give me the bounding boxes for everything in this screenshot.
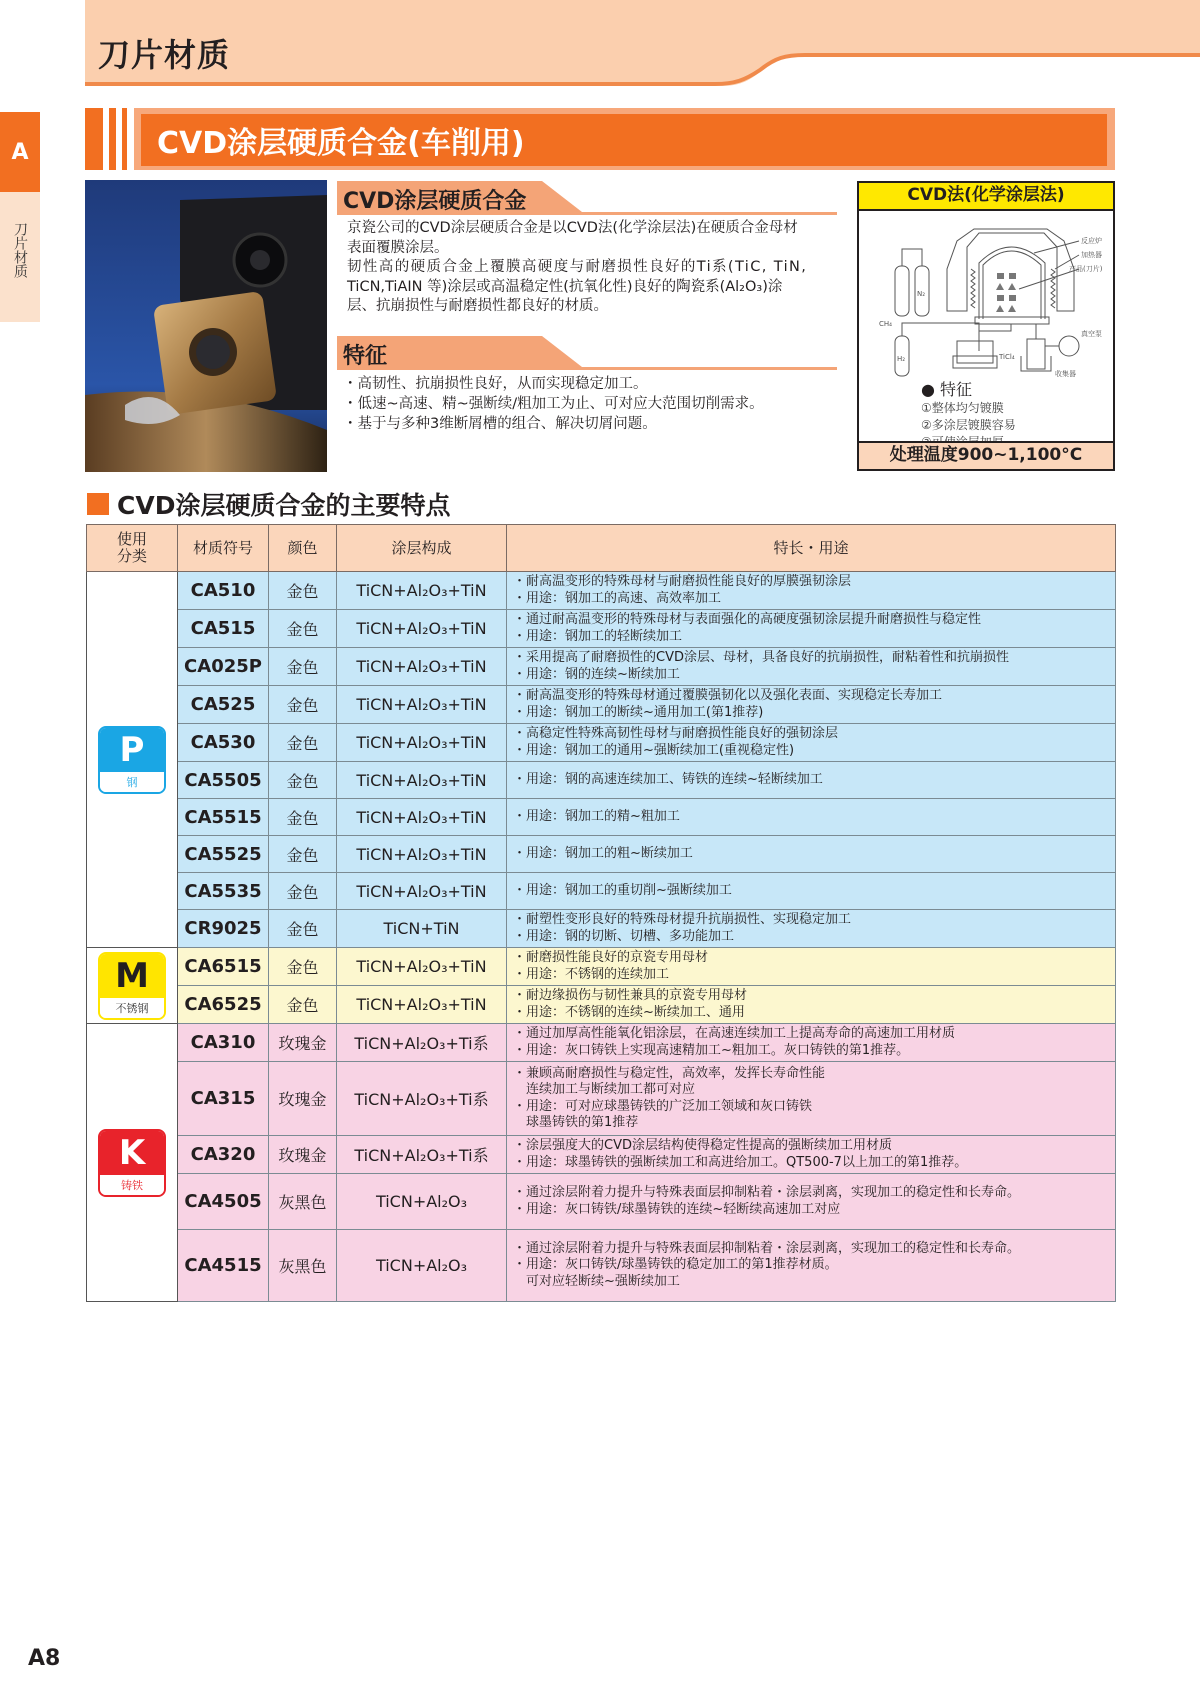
group-cell: [87, 1024, 178, 1302]
coating-structure-text: TiCN+Al₂O₃+TiN: [356, 844, 487, 864]
grade-code: CA320: [178, 1136, 269, 1174]
usage-line: ・耐边缘损伤与韧性兼具的京瓷专用母材: [513, 988, 748, 1003]
header-usage: 特长・用途: [507, 525, 1116, 572]
intro-line: 京瓷公司的CVD涂层硬质合金是以CVD法(化学涂层法)在硬质合金母材: [347, 220, 798, 236]
coating-structure: [337, 1024, 507, 1062]
table-row: [87, 1174, 1116, 1230]
coating-color: 金色: [269, 873, 337, 910]
main-heading: [87, 486, 450, 522]
coating-structure: [337, 610, 507, 648]
usage-cell: [507, 910, 1116, 948]
coating-structure: [337, 873, 507, 910]
usage-line: ・用途：钢加工的断续~通用加工(第1推荐): [513, 704, 764, 720]
coating-structure: [337, 762, 507, 799]
usage-line: ・用途：钢加工的高速、高效率加工: [513, 590, 722, 606]
coating-structure: [337, 724, 507, 762]
usage-line: ・用途：钢加工的精~粗加工: [513, 808, 680, 824]
header-band: [85, 0, 1200, 86]
intro-line: 韧性高的硬质合金上覆膜高硬度与耐磨损性良好的Ti系(TiC, TiN,: [347, 259, 808, 275]
header-code: 材质符号: [178, 525, 269, 572]
usage-cell: [507, 1062, 1116, 1136]
coating-structure-text: TiCN+Al₂O₃+TiN: [356, 807, 487, 827]
usage-cell: [507, 873, 1116, 910]
table-row: [87, 799, 1116, 836]
table-row: [87, 610, 1116, 648]
coating-structure: [337, 1136, 507, 1174]
coating-color: 金色: [269, 948, 337, 986]
label-ch4: CH₄: [879, 320, 892, 328]
label-reactor: 反应炉: [1081, 237, 1102, 245]
coating-color: 金色: [269, 572, 337, 610]
cvd-box-title: CVD法(化学涂层法): [859, 183, 1113, 211]
usage-line: ・通过耐高温变形的特殊母材与表面强化的高硬度强韧涂层提升耐磨损性与稳定性: [513, 612, 982, 627]
usage-line: ・耐高温变形的特殊母材与耐磨损性能良好的厚膜强韧涂层: [513, 574, 852, 589]
subhead-tab-shape: [337, 336, 837, 370]
iso-group-label: 钢: [100, 772, 164, 792]
usage-cell: [507, 648, 1116, 686]
usage-line: ・耐塑性变形良好的特殊母材提升抗崩损性、实现稳定加工: [513, 912, 852, 927]
coating-structure-text: TiCN+Al₂O₃+TiN: [356, 581, 487, 600]
cvd-features: [859, 377, 1113, 451]
side-tab-label: 刀片材质: [12, 222, 28, 278]
coating-structure: [337, 1230, 507, 1302]
coating-color: 金色: [269, 648, 337, 686]
grade-code: CA530: [178, 724, 269, 762]
coating-color: 玫瑰金: [269, 1136, 337, 1174]
intro-line: 层、抗崩损性与耐磨损性都良好的材质。: [347, 298, 608, 314]
coating-color: 玫瑰金: [269, 1024, 337, 1062]
coating-structure: [337, 1174, 507, 1230]
cvd-method-box: [857, 181, 1115, 471]
coating-color: 灰黑色: [269, 1174, 337, 1230]
processing-temperature: 处理温度900~1,100°C: [859, 441, 1113, 469]
intro-line: TiCN,TiAIN 等)涂层或高温稳定性(抗氧化性)良好的陶瓷系(Al₂O₃)涂: [347, 278, 783, 295]
page-number: A8: [28, 1646, 61, 1671]
coating-structure-text: TiCN+Al₂O₃+TiN: [356, 881, 487, 901]
grade-table: [86, 524, 1116, 1302]
coating-structure-text: TiCN+Al₂O₃+TiN: [356, 995, 487, 1014]
usage-cell: [507, 572, 1116, 610]
coating-color: 金色: [269, 610, 337, 648]
coating-color: 金色: [269, 799, 337, 836]
header-coating: 涂层构成: [337, 525, 507, 572]
grade-code: CA310: [178, 1024, 269, 1062]
usage-cell: [507, 836, 1116, 873]
table-row: [87, 572, 1116, 610]
usage-line: ・用途：钢加工的重切削~强断续加工: [513, 882, 732, 898]
coating-color: 玫瑰金: [269, 1062, 337, 1136]
coating-color: 灰黑色: [269, 1230, 337, 1302]
usage-cell: [507, 948, 1116, 986]
coating-structure-text: TiCN+Al₂O₃+Ti系: [354, 1146, 489, 1165]
usage-line: ・用途：不锈钢的连续加工: [513, 966, 670, 982]
table-row: [87, 948, 1116, 986]
usage-line: ・涂层强度大的CVD涂层结构使得稳定性提高的强断续加工用材质: [513, 1138, 892, 1153]
group-cell: [87, 572, 178, 948]
usage-line: ・用途：灰口铸铁/球墨铸铁的稳定加工的第1推荐材质。: [513, 1257, 838, 1273]
side-tab-letter[interactable]: A: [0, 112, 40, 192]
usage-cell: [507, 762, 1116, 799]
usage-cell: [507, 610, 1116, 648]
usage-line: ・用途：灰口铸铁上实现高速精加工~粗加工。灰口铸铁的第1推荐。: [513, 1042, 910, 1058]
table-row: [87, 1230, 1116, 1302]
iso-group-letter: P: [100, 728, 164, 772]
coating-structure: [337, 1062, 507, 1136]
grade-code: CR9025: [178, 910, 269, 948]
cvd-apparatus-diagram: [859, 211, 1113, 381]
coating-structure: [337, 986, 507, 1024]
coating-structure-text: TiCN+Al₂O₃+TiN: [356, 733, 487, 752]
usage-cell: [507, 1174, 1116, 1230]
grade-code: CA025P: [178, 648, 269, 686]
coating-color: 金色: [269, 762, 337, 799]
usage-line: ・通过涂层附着力提升与特殊表面层抑制粘着・涂层剥离，实现加工的稳定性和长寿命。: [513, 1185, 1021, 1200]
coating-structure-text: TiCN+Al₂O₃+TiN: [356, 657, 487, 676]
coating-structure: [337, 799, 507, 836]
table-row: [87, 910, 1116, 948]
usage-line: ・用途：钢的连续~断续加工: [513, 666, 680, 682]
usage-line: ・用途：钢加工的粗~断续加工: [513, 845, 693, 861]
grade-code: CA315: [178, 1062, 269, 1136]
iso-group-label: 不锈钢: [100, 998, 164, 1018]
grade-code: CA515: [178, 610, 269, 648]
usage-line: ・用途：球墨铸铁的强断续加工和高进给加工。QT500-7以上加工的第1推荐。: [513, 1154, 968, 1170]
header-group: 使用 分类: [87, 525, 178, 572]
features-heading: 特征: [343, 344, 388, 369]
cvd-feature-item: ②多涂层镀膜容易: [921, 418, 1016, 432]
grade-code: CA4505: [178, 1174, 269, 1230]
grade-code: CA5515: [178, 799, 269, 836]
intro-paragraph: [337, 215, 837, 317]
usage-line: ・耐高温变形的特殊母材通过覆膜强韧化以及强化表面、实现稳定长寿加工: [513, 688, 943, 703]
intro-section: [337, 181, 837, 317]
grade-code: CA5505: [178, 762, 269, 799]
table-row: [87, 1024, 1116, 1062]
usage-line: ・高稳定性特殊高韧性母材与耐磨损性能良好的强韧涂层: [513, 726, 839, 741]
cvd-feature-item: ①整体均匀镀膜: [921, 401, 1004, 415]
features-section: [337, 336, 837, 434]
coating-structure-text: TiCN+Al₂O₃+TiN: [356, 770, 487, 790]
usage-line: ・用途：钢加工的轻断续加工: [513, 628, 683, 644]
coating-structure: [337, 648, 507, 686]
table-row: [87, 762, 1116, 799]
table-row: [87, 1062, 1116, 1136]
grade-code: CA510: [178, 572, 269, 610]
usage-line: ・通过涂层附着力提升与特殊表面层抑制粘着・涂层剥离，实现加工的稳定性和长寿命。: [513, 1240, 1021, 1256]
iso-group-badge: [98, 952, 166, 1020]
cvd-features-title: ● 特征: [921, 380, 973, 399]
label-h2: H₂: [897, 355, 906, 363]
coating-structure-text: TiCN+Al₂O₃+Ti系: [354, 1090, 489, 1109]
group-cell: [87, 948, 178, 1024]
usage-line: ・耐磨损性能良好的京瓷专用母材: [513, 950, 709, 965]
usage-line: ・用途：钢的高速连续加工、铸铁的连续~轻断续加工: [513, 771, 823, 787]
label-product: 产品(刀片): [1069, 265, 1103, 273]
coating-structure: [337, 836, 507, 873]
page-title: 刀片材质: [98, 36, 231, 74]
usage-line: ・用途：灰口铸铁/球墨铸铁的连续~轻断续高速加工对应: [513, 1201, 841, 1217]
table-header-row: [87, 525, 1116, 572]
usage-line: ・用途：不锈钢的连续~断续加工、通用: [513, 1004, 745, 1020]
coated-insert-photo: [85, 180, 327, 472]
table-row: [87, 686, 1116, 724]
intro-line: 表面覆膜涂层。: [347, 239, 449, 256]
label-ticl4: TiCl₄: [999, 353, 1015, 361]
usage-cell: [507, 986, 1116, 1024]
iso-group-badge: [98, 1129, 166, 1197]
coating-structure-text: TiCN+Al₂O₃+TiN: [356, 619, 487, 638]
usage-line: ・兼顾高耐磨损性与稳定性，高效率，发挥长寿命性能: [513, 1065, 826, 1081]
usage-cell: [507, 724, 1116, 762]
coating-structure: [337, 948, 507, 986]
coating-color: 金色: [269, 836, 337, 873]
coating-color: 金色: [269, 686, 337, 724]
grade-code: CA525: [178, 686, 269, 724]
intro-heading: CVD涂层硬质合金: [343, 189, 527, 214]
coating-structure-text: TiCN+Al₂O₃+TiN: [356, 695, 487, 714]
coating-structure-text: TiCN+Al₂O₃: [375, 1192, 468, 1211]
usage-line: ・用途：钢加工的通用~强断续加工(重视稳定性): [513, 742, 795, 758]
grade-code: CA5535: [178, 873, 269, 910]
coating-structure-text: TiCN+TiN: [383, 919, 460, 938]
usage-line: 连续加工与断续加工都可对应: [513, 1082, 696, 1097]
coating-structure-text: TiCN+Al₂O₃+TiN: [356, 957, 487, 976]
label-collector: 收集器: [1055, 370, 1076, 378]
banner-stripes: [85, 108, 135, 170]
feature-item: ・低速~高速、精~强断续/粗加工为止、可对应大范围切削需求。: [343, 396, 764, 412]
coating-structure-text: TiCN+Al₂O₃: [375, 1256, 468, 1275]
features-list: [337, 370, 837, 434]
grade-code: CA5525: [178, 836, 269, 873]
coating-color: 金色: [269, 724, 337, 762]
table-row: [87, 873, 1116, 910]
main-heading-text: CVD涂层硬质合金的主要特点: [117, 491, 451, 520]
table-row: [87, 986, 1116, 1024]
usage-line: ・采用提高了耐磨损性的CVD涂层、母材，具备良好的抗崩损性，耐粘着性和抗崩损性: [513, 650, 1009, 665]
label-vacuum-pump: 真空泵: [1081, 330, 1102, 338]
iso-group-letter: K: [100, 1131, 164, 1175]
coating-structure: [337, 686, 507, 724]
usage-cell: [507, 1024, 1116, 1062]
table-row: [87, 836, 1116, 873]
table-row: [87, 648, 1116, 686]
label-heater: 加热器: [1081, 251, 1102, 259]
coating-structure: [337, 572, 507, 610]
iso-group-badge: [98, 726, 166, 794]
usage-line: 球墨铸铁的第1推荐: [513, 1115, 639, 1130]
square-bullet-icon: [87, 493, 109, 515]
usage-cell: [507, 1230, 1116, 1302]
grade-code: CA4515: [178, 1230, 269, 1302]
feature-item: ・高韧性、抗崩损性良好，从而实现稳定加工。: [343, 376, 648, 392]
usage-line: ・用途：可对应球墨铸铁的广泛加工领域和灰口铸铁: [513, 1098, 813, 1114]
usage-cell: [507, 799, 1116, 836]
feature-item: ・基于与多种3维断屑槽的组合、解决切屑问题。: [343, 416, 657, 432]
coating-structure-text: TiCN+Al₂O₃+Ti系: [354, 1034, 489, 1053]
label-n2: N₂: [917, 290, 926, 298]
usage-line: ・用途：钢的切断、切槽、多功能加工: [513, 928, 735, 944]
section-title: CVD涂层硬质合金(车削用): [141, 114, 1107, 166]
usage-line: 可对应轻断续~强断续加工: [513, 1273, 680, 1289]
header-color: 颜色: [269, 525, 337, 572]
coating-color: 金色: [269, 910, 337, 948]
usage-cell: [507, 686, 1116, 724]
usage-cell: [507, 1136, 1116, 1174]
grade-code: CA6525: [178, 986, 269, 1024]
coating-structure: [337, 910, 507, 948]
coating-color: 金色: [269, 986, 337, 1024]
usage-line: ・通过加厚高性能氧化铝涂层，在高速连续加工上提高寿命的高速加工用材质: [513, 1026, 956, 1041]
table-row: [87, 724, 1116, 762]
table-row: [87, 1136, 1116, 1174]
iso-group-label: 铸铁: [100, 1175, 164, 1195]
iso-group-letter: M: [100, 954, 164, 998]
grade-code: CA6515: [178, 948, 269, 986]
